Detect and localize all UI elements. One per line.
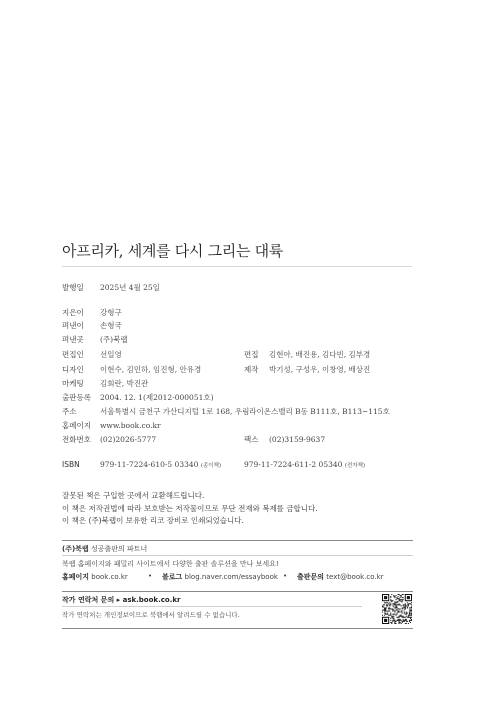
book-title: 아프리카, 세계를 다시 그리는 대륙	[62, 242, 284, 260]
phone-value: (02)2026-5777	[100, 435, 157, 444]
editing-label: 편집	[244, 350, 259, 359]
isbn-ebook-number: 979-11-7224-611-2 05340	[244, 460, 343, 469]
publication-date-label: 발행일	[62, 283, 84, 292]
registration-value: 2004. 12. 1(제2012-000051호)	[100, 393, 214, 402]
notice-copyright: 이 책은 저작권법에 따라 보호받는 저작물이므로 무단 전재와 복제를 금합니다.	[62, 503, 318, 513]
partner-heading-brand: (주)북랩	[62, 545, 89, 553]
partner-blog-value: blog.naver.com/essaybook	[184, 573, 278, 581]
author-label: 지은이	[62, 308, 84, 317]
publisher-value: 손형국	[100, 321, 122, 330]
author-value: 강형구	[100, 308, 122, 317]
title-divider	[62, 266, 412, 267]
address-value: 서울특별시 금천구 가산디지털 1로 168, 우림라이온스밸리 B동 B111호, B113~115호	[100, 407, 390, 416]
production-label: 제작	[244, 365, 259, 374]
isbn-ebook-note: (전자책)	[344, 463, 366, 469]
registration-label: 출판등록	[62, 393, 91, 402]
isbn-label: ISBN	[62, 460, 80, 469]
notice-block	[62, 490, 318, 528]
fax-label: 팩스	[244, 435, 259, 444]
author-contact-text: 작가 연락처는 개인정보이므로 북랩에서 알려드릴 수 없습니다.	[62, 611, 240, 619]
partner-homepage-link[interactable]	[62, 572, 128, 582]
partner-homepage-label: 홈페이지	[62, 573, 90, 581]
partner-homepage-value: book.co.kr	[91, 573, 128, 581]
publisher-label: 펴낸이	[62, 321, 84, 330]
address-label: 주소	[62, 407, 77, 416]
isbn-ebook	[244, 460, 365, 471]
qr-code-icon[interactable]	[382, 594, 412, 624]
partner-heading	[62, 544, 413, 556]
partner-inquiry-link[interactable]	[297, 572, 384, 582]
editing-value: 김현아, 배진용, 김다빈, 김부경	[269, 350, 371, 359]
notice-exchange: 잘못된 책은 구입한 곳에서 교환해드립니다.	[62, 491, 205, 500]
partner-inquiry-label: 출판문의	[297, 573, 325, 581]
editor-in-chief-value: 선일영	[100, 350, 122, 359]
author-contact-box	[62, 591, 413, 629]
isbn-paper	[100, 460, 221, 471]
notice-printing: 이 책은 (주)북랩이 보유한 리코 장비로 인쇄되었습니다.	[62, 516, 244, 525]
partner-box	[62, 540, 413, 585]
design-label: 디자인	[62, 365, 84, 374]
partner-inquiry-value: text@book.co.kr	[326, 573, 384, 581]
editor-in-chief-label: 편집인	[62, 350, 84, 359]
bullet-separator: •	[283, 572, 288, 580]
partner-blog-label: 블로그	[162, 573, 183, 581]
isbn-paper-note: (종이책)	[200, 463, 222, 469]
phone-label: 전화번호	[62, 435, 91, 444]
partner-blog-link[interactable]	[162, 572, 278, 582]
homepage-label: 홈페이지	[62, 421, 91, 430]
isbn-paper-number: 979-11-7224-610-5 03340	[100, 460, 199, 469]
fax-value: (02)3159-9637	[269, 435, 326, 444]
marketing-label: 마케팅	[62, 379, 84, 388]
partner-links	[62, 572, 413, 582]
homepage-value: www.book.co.kr	[100, 421, 161, 430]
production-value: 박기성, 구성우, 이창영, 배상진	[269, 365, 371, 374]
partner-heading-text: 성공출판의 파트너	[88, 545, 148, 553]
design-value: 이현수, 김민하, 임진형, 안유경	[100, 365, 202, 374]
marketing-value: 김회란, 박진관	[100, 379, 149, 388]
partner-description: 북랩 홈페이지와 패밀리 사이트에서 다양한 출판 솔루션을 만나 보세요!	[62, 560, 279, 568]
company-label: 펴낸곳	[62, 335, 84, 344]
author-contact-heading[interactable]: 작가 연락처 문의 ▸ ask.book.co.kr	[62, 595, 362, 607]
company-value: (주)북랩	[100, 335, 128, 344]
publication-date-value: 2025년 4월 25일	[100, 283, 160, 292]
bullet-separator: •	[148, 572, 153, 580]
